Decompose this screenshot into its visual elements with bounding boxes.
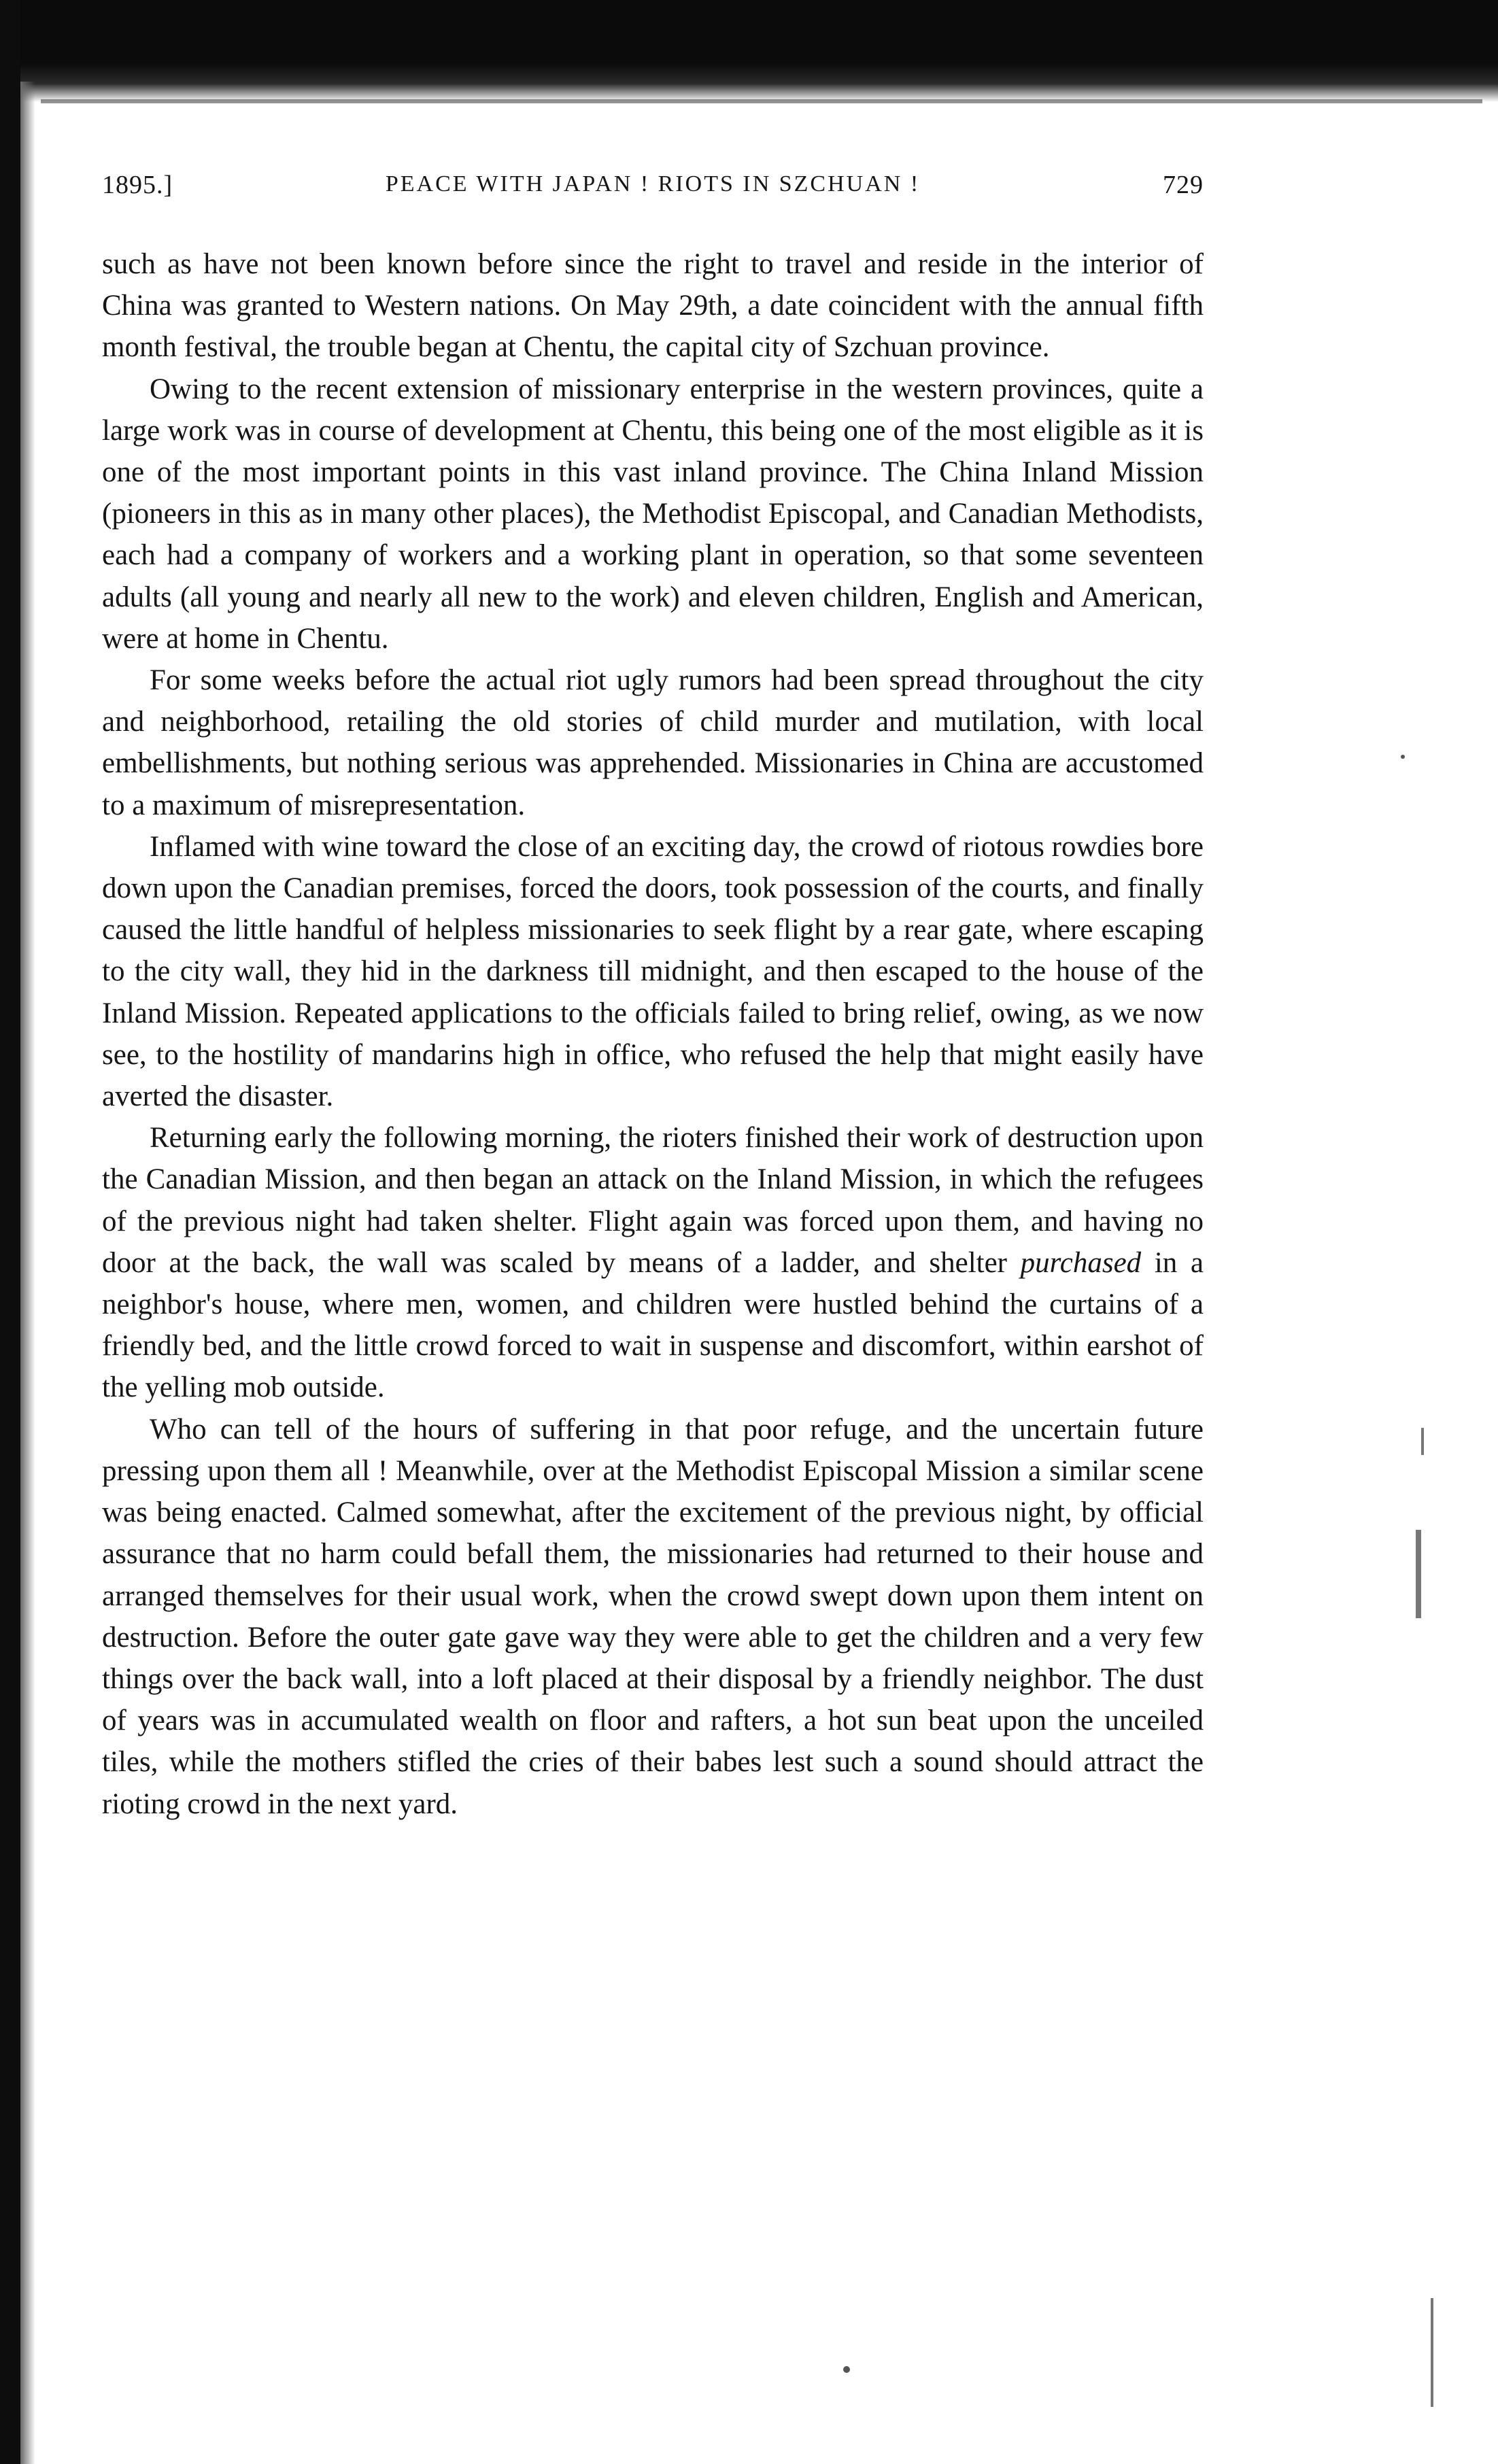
scan-speck [843, 2366, 850, 2373]
paragraph-1: such as have not been known before since the right to travel and reside in the interior of China was granted to Western nations. On May 29th, a date coincident with the annual fifth month festival, the trouble began at Chentu, the capital city of Szchuan province. [102, 248, 1204, 364]
paragraph-2: Owing to the recent extension of missionary enterprise in the western provinces, quite a large work was in course of development at Chentu, this being one of the most eligible as it is one of the most important points in this vast inland province. The China Inland Mission (pioneers in this as in many other places), the Methodist Episcopal, and Canadian Methodists, each had a company of workers and a working plant in operation, so that some seventeen adults (all young and nearly all new to the work) and eleven children, English and American, were at home in Chentu. [102, 373, 1204, 655]
scan-margin-mark [1431, 2298, 1433, 2407]
paragraph-6: Who can tell of the hours of suffering in that poor refuge, and the uncertain future pressing upon them all ! Meanwhile, over at the Methodist Episcopal Mission a similar scene was being enacted. Calmed somewhat, after the excitement of the previous night, by official assurance that no harm could befall them, the missionaries had returned to their house and arranged themselves for their usual work, when the crowd swept down upon them intent on destruction. Before the outer gate gave way they were able to get the children and a very few things over the back wall, into a loft placed at their disposal by a friendly neighbor. The dust of years was in accumulated wealth on floor and rafters, a hot sun beat upon the unceiled tiles, while the mothers stifled the cries of their babes lest such a sound should attract the rioting crowd in the next yard. [102, 1413, 1204, 1820]
paragraph-5 [102, 1117, 1204, 1408]
scan-gutter-shadow [20, 82, 35, 2464]
paragraph-5-text-after: in a neighbor's house, where men, women, and children were hustled behind the curtains of a friendly bed, and the little crowd forced to wait in suspense and discomfort, within earshot of the yelling mob outside. [102, 1246, 1204, 1404]
scan-edge-line [41, 99, 1482, 103]
scan-border-left [0, 0, 20, 2464]
paragraph-4: Inflamed with wine toward the close of an exciting day, the crowd of riotous rowdies bore down upon the Canadian premises, forced the doors, took possession of the courts, and finally caused the little handful of helpless missionaries to seek flight by a rear gate, where escaping to the city wall, they hid in the darkness till midnight, and then escaped to the house of the Inland Mission. Repeated applications to the officials failed to bring relief, owing, as we now see, to the hostility of mandarins high in office, who refused the help that might easily have averted the disaster. [102, 830, 1204, 1113]
paragraph-3: For some weeks before the actual riot ugly rumors had been spread throughout the city and neighborhood, retailing the old stories of child murder and mutilation, with local embellishments, but nothing serious was apprehended. Missionaries in China are accustomed to a maximum of misrepresentation. [102, 664, 1204, 821]
page-number: 729 [1163, 171, 1204, 199]
paragraph-5-text-before: Returning early the following morning, the rioters finished their work of destruction upon the Canadian Mission, and then began an attack on the Inland Mission, in which the refugees of the previous night had taken shelter. Flight again was forced upon them, and having no door at the back, the wall was scaled by means of a ladder, and shelter [102, 1122, 1204, 1279]
running-head-title: PEACE WITH JAPAN ! RIOTS IN SZCHUAN ! [385, 171, 921, 196]
running-head [102, 170, 1204, 218]
scan-margin-mark [1416, 1530, 1421, 1618]
running-head-year: 1895.] [102, 171, 173, 199]
scan-border-top [0, 0, 1498, 102]
paragraph-5-italic-word: purchased [1020, 1246, 1142, 1279]
document-page [102, 170, 1204, 1825]
scan-speck [1401, 755, 1405, 759]
article-body [102, 243, 1204, 1825]
scan-margin-mark [1421, 1428, 1424, 1455]
